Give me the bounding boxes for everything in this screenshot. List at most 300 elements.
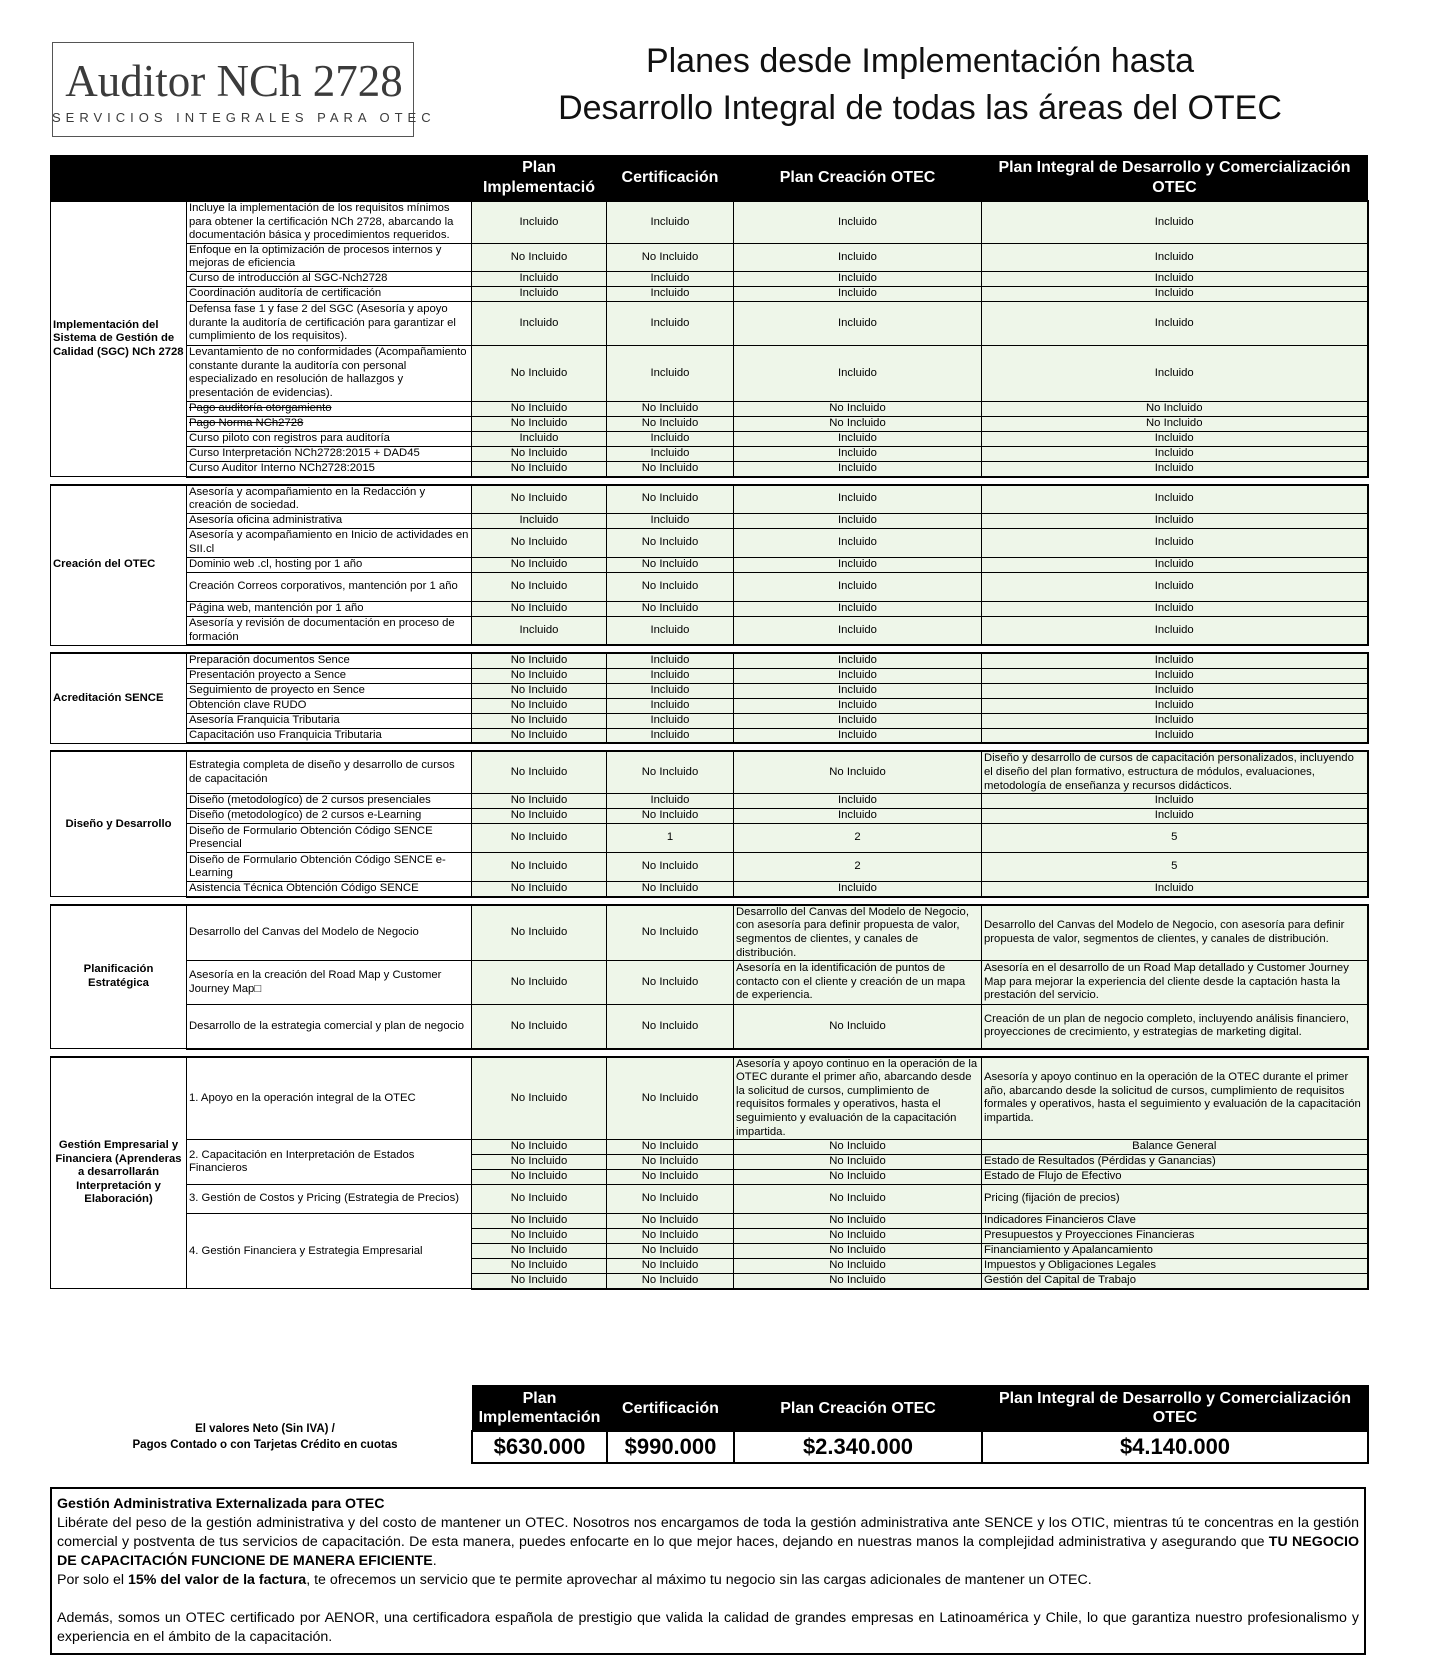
cell-plan-1: No Incluido <box>472 461 607 476</box>
cell-plan-4: Presupuestos y Proyecciones Financieras <box>982 1229 1368 1244</box>
cell-plan-3: Incluido <box>734 286 982 301</box>
cell-plan-4: Pricing (fijación de precios) <box>982 1185 1368 1214</box>
cell-plan-4: Gestión del Capital de Trabajo <box>982 1274 1368 1289</box>
cell-plan-4: Incluido <box>982 653 1368 668</box>
table-row <box>51 601 1368 616</box>
cell-plan-3: Incluido <box>734 601 982 616</box>
cell-plan-2: Incluido <box>607 653 734 668</box>
cell-plan-3: Incluido <box>734 572 982 601</box>
cell-plan-2: Incluido <box>607 683 734 698</box>
cell-plan-2: No Incluido <box>607 853 734 882</box>
cell-plan-2: No Incluido <box>607 461 734 476</box>
cell-plan-4: Incluido <box>982 698 1368 713</box>
price-creacion: $2.340.000 <box>734 1431 982 1463</box>
cell-plan-3: Incluido <box>734 513 982 528</box>
cell-plan-3: Incluido <box>734 301 982 345</box>
cell-plan-4: Incluido <box>982 794 1368 809</box>
cell-plan-1: No Incluido <box>472 1214 607 1229</box>
cell-plan-3: 2 <box>734 824 982 853</box>
table-row <box>51 1057 1368 1140</box>
cell-plan-1: No Incluido <box>472 1155 607 1170</box>
cell-plan-3: No Incluido <box>734 751 982 793</box>
table-row <box>51 201 1368 243</box>
cell-plan-2: Incluido <box>607 794 734 809</box>
cell-plan-3: No Incluido <box>734 1185 982 1214</box>
table-row <box>51 513 1368 528</box>
price-note-line-2: Pagos Contado o con Tarjetas Crédito en cuotas <box>132 1439 398 1451</box>
table-row <box>51 728 1368 743</box>
table-row <box>51 557 1368 572</box>
cell-plan-4: Incluido <box>982 882 1368 897</box>
cell-plan-3: Incluido <box>734 345 982 401</box>
note-p1-end: . <box>432 1553 437 1569</box>
cell-plan-2: No Incluido <box>607 1057 734 1140</box>
feature-cell: Pago Norma NCh2728 <box>187 416 472 431</box>
pricing-header-integral: Plan Integral de Desarrollo y Comercialización OTEC <box>982 1386 1368 1432</box>
cell-plan-4: Incluido <box>982 485 1368 514</box>
table-row <box>51 698 1368 713</box>
cell-plan-1: No Incluido <box>472 401 607 416</box>
cell-plan-1: No Incluido <box>472 683 607 698</box>
cell-plan-2: No Incluido <box>607 528 734 557</box>
table-row <box>51 683 1368 698</box>
cell-plan-1: No Incluido <box>472 416 607 431</box>
feature-cell: Asistencia Técnica Obtención Código SENCE <box>187 882 472 897</box>
cell-plan-4: Indicadores Financieros Clave <box>982 1214 1368 1229</box>
table-row <box>51 572 1368 601</box>
cell-plan-3: No Incluido <box>734 1155 982 1170</box>
cell-plan-3: Incluido <box>734 713 982 728</box>
feature-cell: Desarrollo del Canvas del Modelo de Negocio <box>187 905 472 961</box>
cell-plan-4: Incluido <box>982 528 1368 557</box>
price-note-line-1: El valores Neto (Sin IVA) / <box>195 1423 335 1435</box>
cell-plan-2: No Incluido <box>607 485 734 514</box>
header-plan-creacion: Plan Creación OTEC <box>734 156 982 202</box>
cell-plan-1: No Incluido <box>472 1229 607 1244</box>
header-plan-implementacion: Plan Implementació <box>472 156 607 202</box>
feature-cell: Levantamiento de no conformidades (Acompañamiento constante durante la auditoría con personal especializado en resolución de hallazgos y presentación de evidencias). <box>187 345 472 401</box>
cell-plan-2: No Incluido <box>607 882 734 897</box>
cell-plan-1: No Incluido <box>472 1244 607 1259</box>
header-blank-2 <box>187 156 472 202</box>
table-row <box>51 446 1368 461</box>
cell-plan-4: Incluido <box>982 201 1368 243</box>
feature-cell: Preparación documentos Sence <box>187 653 472 668</box>
logo-frame-top <box>52 42 414 43</box>
cell-plan-1: Incluido <box>472 616 607 645</box>
cell-plan-2: Incluido <box>607 513 734 528</box>
cell-plan-3: Incluido <box>734 201 982 243</box>
group-gap <box>51 1049 1368 1057</box>
cell-plan-1: No Incluido <box>472 1259 607 1274</box>
cell-plan-2: No Incluido <box>607 1274 734 1289</box>
cell-plan-3: Incluido <box>734 653 982 668</box>
cell-plan-3: 2 <box>734 853 982 882</box>
cell-plan-4: Estado de Flujo de Efectivo <box>982 1170 1368 1185</box>
cell-plan-4: Incluido <box>982 461 1368 476</box>
header-blank-1 <box>51 156 187 202</box>
cell-plan-2: No Incluido <box>607 557 734 572</box>
feature-cell: Estrategia completa de diseño y desarrollo de cursos de capacitación <box>187 751 472 793</box>
group-gap-cell <box>51 1049 1368 1057</box>
price-implementacion: $630.000 <box>472 1431 607 1463</box>
cell-plan-3: No Incluido <box>734 1005 982 1049</box>
cell-plan-3: Incluido <box>734 528 982 557</box>
cell-plan-4: Asesoría y apoyo continuo en la operación de la OTEC durante el primer año, abarcando desde la solicitud de cursos, cumplimiento de requisitos formales y operativos, hasta el seguimiento y evaluación de la capacitación impartida. <box>982 1057 1368 1140</box>
note-heading: Gestión Administrativa Externalizada para OTEC <box>57 1496 385 1512</box>
feature-cell: Diseño de Formulario Obtención Código SENCE e-Learning <box>187 853 472 882</box>
feature-cell: Asesoría Franquicia Tributaria <box>187 713 472 728</box>
pricing-header-row <box>472 1386 1368 1432</box>
cell-plan-2: No Incluido <box>607 961 734 1005</box>
cell-plan-4: Estado de Resultados (Pérdidas y Ganancias) <box>982 1155 1368 1170</box>
feature-cell: Asesoría y acompañamiento en la Redacción y creación de sociedad. <box>187 485 472 514</box>
group-gap <box>51 743 1368 751</box>
note-p2-end: , te ofrecemos un servicio que te permite aprovechar al máximo tu negocio sin las cargas adicionales de mantener un OTEC. <box>306 1572 1092 1588</box>
cell-plan-3: Incluido <box>734 668 982 683</box>
cell-plan-1: No Incluido <box>472 345 607 401</box>
table-row <box>51 713 1368 728</box>
cell-plan-1: No Incluido <box>472 1057 607 1140</box>
cell-plan-2: Incluido <box>607 668 734 683</box>
header-plan-integral: Plan Integral de Desarrollo y Comercialización OTEC <box>982 156 1368 202</box>
table-row <box>51 301 1368 345</box>
feature-cell: Presentación proyecto a Sence <box>187 668 472 683</box>
cell-plan-1: No Incluido <box>472 961 607 1005</box>
cell-plan-3: Incluido <box>734 698 982 713</box>
cell-plan-4: Incluido <box>982 572 1368 601</box>
cell-plan-3: Asesoría en la identificación de puntos de contacto con el cliente y creación de un mapa de experiencia. <box>734 961 982 1005</box>
feature-cell: Obtención clave RUDO <box>187 698 472 713</box>
table-row <box>51 401 1368 416</box>
cell-plan-3: No Incluido <box>734 1170 982 1185</box>
note-spacer <box>57 1590 1359 1609</box>
cell-plan-1: No Incluido <box>472 528 607 557</box>
cell-plan-1: Incluido <box>472 201 607 243</box>
feature-cell: Curso de introducción al SGC-Nch2728 <box>187 271 472 286</box>
cell-plan-1: No Incluido <box>472 713 607 728</box>
cell-plan-3: Asesoría y apoyo continuo en la operación de la OTEC durante el primer año, abarcando desde la solicitud de cursos, cumplimiento de requisitos formales y operativos, hasta el seguimiento y evaluación de la capacitación impartida. <box>734 1057 982 1140</box>
cell-plan-4: Asesoría en el desarrollo de un Road Map detallado y Customer Journey Map para mejorar la experiencia del cliente desde la captación hasta la prestación del servicio. <box>982 961 1368 1005</box>
cell-plan-3: No Incluido <box>734 1229 982 1244</box>
cell-plan-1: No Incluido <box>472 1170 607 1185</box>
cell-plan-1: No Incluido <box>472 794 607 809</box>
cell-plan-4: Incluido <box>982 713 1368 728</box>
cell-plan-2: Incluido <box>607 728 734 743</box>
table-header-row <box>51 156 1368 202</box>
note-paragraph-3: Además, somos un OTEC certificado por AENOR, una certificadora española de prestigio que valida la calidad de grandes empresas en Latinoamérica y Chile, lo que garantiza nuestro profesionalismo y experiencia en el ámbito de la capacitación. <box>57 1610 1359 1645</box>
pricing-values-row <box>472 1431 1368 1463</box>
cell-plan-4: Creación de un plan de negocio completo, incluyendo análisis financiero, proyecciones de crecimiento, y estrategias de marketing digital. <box>982 1005 1368 1049</box>
table-row <box>51 416 1368 431</box>
cell-plan-3: Incluido <box>734 243 982 271</box>
cell-plan-3: No Incluido <box>734 1259 982 1274</box>
note-p1-bold: TU NEGOCIO DE CAPACITACIÓN FUNCIONE DE MANERA EFICIENTE <box>57 1534 1359 1569</box>
cell-plan-2: No Incluido <box>607 905 734 961</box>
feature-cell: Página web, mantención por 1 año <box>187 601 472 616</box>
cell-plan-4: Incluido <box>982 286 1368 301</box>
feature-cell: Asesoría oficina administrativa <box>187 513 472 528</box>
cell-plan-3: Incluido <box>734 794 982 809</box>
cell-plan-2: Incluido <box>607 345 734 401</box>
group-gap-cell <box>51 645 1368 653</box>
cell-plan-2: No Incluido <box>607 1214 734 1229</box>
cell-plan-1: No Incluido <box>472 882 607 897</box>
cell-plan-1: No Incluido <box>472 1185 607 1214</box>
table-row <box>51 1005 1368 1049</box>
group-gap-cell <box>51 477 1368 485</box>
cell-plan-2: Incluido <box>607 286 734 301</box>
table-row <box>51 345 1368 401</box>
cell-plan-4: Incluido <box>982 446 1368 461</box>
feature-cell: 4. Gestión Financiera y Estrategia Empresarial <box>187 1214 472 1289</box>
cell-plan-2: No Incluido <box>607 243 734 271</box>
group-gap-cell <box>51 743 1368 751</box>
feature-cell: 3. Gestión de Costos y Pricing (Estrategia de Precios) <box>187 1185 472 1214</box>
cell-plan-1: No Incluido <box>472 601 607 616</box>
cell-plan-1: No Incluido <box>472 653 607 668</box>
cell-plan-1: No Incluido <box>472 1140 607 1155</box>
cell-plan-3: Incluido <box>734 616 982 645</box>
table-row <box>51 461 1368 476</box>
note-paragraph-1 <box>57 1514 1359 1571</box>
cell-plan-1: No Incluido <box>472 728 607 743</box>
cell-plan-3: Incluido <box>734 431 982 446</box>
cell-plan-2: No Incluido <box>607 1229 734 1244</box>
table-row <box>51 431 1368 446</box>
category-cell: Gestión Empresarial y Financiera (Aprenderas a desarrollarán Interpretación y Elaboración) <box>51 1057 187 1289</box>
cell-plan-1: No Incluido <box>472 668 607 683</box>
table-row <box>51 809 1368 824</box>
cell-plan-1: No Incluido <box>472 853 607 882</box>
pricing-table <box>471 1385 1369 1464</box>
pricing-header-creacion: Plan Creación OTEC <box>734 1386 982 1432</box>
feature-cell: Defensa fase 1 y fase 2 del SGC (Asesoría y apoyo durante la auditoría de certificación para garantizar el cumplimiento de los requisitos). <box>187 301 472 345</box>
cell-plan-2: Incluido <box>607 616 734 645</box>
cell-plan-4: Diseño y desarrollo de cursos de capacitación personalizados, incluyendo el diseño del plan formativo, estructura de módulos, evaluaciones, metodología de enseñanza y recursos didácticos. <box>982 751 1368 793</box>
cell-plan-4: 5 <box>982 824 1368 853</box>
table-row <box>51 853 1368 882</box>
table-row <box>51 616 1368 645</box>
feature-cell: Pago auditoría otorgamiento <box>187 401 472 416</box>
cell-plan-3: Incluido <box>734 271 982 286</box>
cell-plan-3: No Incluido <box>734 1244 982 1259</box>
note-p2-bold: 15% del valor de la factura <box>127 1572 307 1588</box>
group-gap <box>51 897 1368 905</box>
feature-cell: Capacitación uso Franquicia Tributaria <box>187 728 472 743</box>
cell-plan-3: Incluido <box>734 728 982 743</box>
table-row <box>51 271 1368 286</box>
cell-plan-2: Incluido <box>607 301 734 345</box>
price-certificacion: $990.000 <box>607 1431 734 1463</box>
table-row <box>51 751 1368 793</box>
cell-plan-3: Incluido <box>734 683 982 698</box>
cell-plan-2: No Incluido <box>607 1005 734 1049</box>
cell-plan-1: No Incluido <box>472 751 607 793</box>
feature-cell: 2. Capacitación en Interpretación de Estados Financieros <box>187 1140 472 1185</box>
feature-cell: Diseño (metodologíco) de 2 cursos e-Learning <box>187 809 472 824</box>
price-note <box>55 1421 475 1453</box>
feature-cell: Curso Auditor Interno NCh2728:2015 <box>187 461 472 476</box>
feature-cell: 1. Apoyo en la operación integral de la OTEC <box>187 1057 472 1140</box>
note-paragraph-2 <box>57 1571 1359 1590</box>
cell-plan-3: Incluido <box>734 557 982 572</box>
cell-plan-4: 5 <box>982 853 1368 882</box>
price-integral: $4.140.000 <box>982 1431 1368 1463</box>
cell-plan-1: No Incluido <box>472 446 607 461</box>
table-row <box>51 824 1368 853</box>
table-row <box>51 653 1368 668</box>
cell-plan-2: No Incluido <box>607 572 734 601</box>
cell-plan-2: Incluido <box>607 698 734 713</box>
note-p1-text: Libérate del peso de la gestión administrativa y del costo de mantener un OTEC. Nosotros nos encargamos de toda la gestión administrativa ante SENCE y los OTIC, mientras tú te concentras en la gestión comercial y postventa de tus servicios de capacitación. De esta manera, puedes enfocarte en lo que mejor haces, dejando en nuestras manos la complejidad administrativa y asegurando que <box>57 1515 1359 1550</box>
cell-plan-4: Incluido <box>982 728 1368 743</box>
table-row <box>51 1185 1368 1214</box>
logo-main-text: Auditor NCh 2728 <box>65 56 403 106</box>
feature-cell: Dominio web .cl, hosting por 1 año <box>187 557 472 572</box>
cell-plan-2: No Incluido <box>607 1155 734 1170</box>
cell-plan-1: Incluido <box>472 271 607 286</box>
cell-plan-3: No Incluido <box>734 416 982 431</box>
cell-plan-4: Incluido <box>982 301 1368 345</box>
table-row <box>51 485 1368 514</box>
feature-cell: Asesoría y revisión de documentación en proceso de formación <box>187 616 472 645</box>
cell-plan-1: Incluido <box>472 431 607 446</box>
cell-plan-4: Desarrollo del Canvas del Modelo de Negocio, con asesoría para definir propuesta de valor, segmentos de clientes, y canales de distribución. <box>982 905 1368 961</box>
table-row <box>51 286 1368 301</box>
cell-plan-2: No Incluido <box>607 1259 734 1274</box>
group-gap <box>51 645 1368 653</box>
cell-plan-4: Incluido <box>982 601 1368 616</box>
cell-plan-3: Desarrollo del Canvas del Modelo de Negocio, con asesoría para definir propuesta de valor, segmentos de clientes, y canales de distribución. <box>734 905 982 961</box>
pricing-header-certificacion: Certificación <box>607 1386 734 1432</box>
cell-plan-1: No Incluido <box>472 572 607 601</box>
category-cell: Implementación del Sistema de Gestión de Calidad (SGC) NCh 2728 <box>51 201 187 477</box>
cell-plan-1: No Incluido <box>472 557 607 572</box>
cell-plan-2: No Incluido <box>607 809 734 824</box>
table-row <box>51 668 1368 683</box>
feature-cell: Asesoría y acompañamiento en Inicio de actividades en SII.cl <box>187 528 472 557</box>
cell-plan-3: No Incluido <box>734 1274 982 1289</box>
feature-cell: Incluye la implementación de los requisitos mínimos para obtener la certificación NCh 2728, abarcando la documentación básica y procedimientos requeridos. <box>187 201 472 243</box>
cell-plan-4: Balance General <box>982 1140 1368 1155</box>
cell-plan-1: No Incluido <box>472 824 607 853</box>
plans-comparison-table <box>50 155 1369 1290</box>
feature-cell: Asesoría en la creación del Road Map y Customer Journey Map□ <box>187 961 472 1005</box>
group-gap <box>51 477 1368 485</box>
cell-plan-3: Incluido <box>734 882 982 897</box>
feature-cell: Desarrollo de la estrategia comercial y plan de negocio <box>187 1005 472 1049</box>
category-cell: Planificación Estratégica <box>51 905 187 1049</box>
cell-plan-4: No Incluido <box>982 416 1368 431</box>
cell-plan-4: Incluido <box>982 616 1368 645</box>
cell-plan-1: No Incluido <box>472 485 607 514</box>
cell-plan-4: Incluido <box>982 431 1368 446</box>
table-row <box>51 1214 1368 1229</box>
table-row <box>51 794 1368 809</box>
cell-plan-1: No Incluido <box>472 1005 607 1049</box>
cell-plan-1: No Incluido <box>472 905 607 961</box>
title-line-2: Desarrollo Integral de todas las áreas del OTEC <box>558 89 1282 127</box>
cell-plan-2: No Incluido <box>607 1244 734 1259</box>
cell-plan-4: Incluido <box>982 513 1368 528</box>
category-cell: Creación del OTEC <box>51 485 187 646</box>
cell-plan-1: Incluido <box>472 301 607 345</box>
cell-plan-3: Incluido <box>734 809 982 824</box>
cell-plan-2: No Incluido <box>607 1170 734 1185</box>
cell-plan-1: Incluido <box>472 286 607 301</box>
title-line-1: Planes desde Implementación hasta <box>645 42 1195 80</box>
logo-sub-text: SERVICIOS INTEGRALES PARA OTEC <box>52 110 436 125</box>
cell-plan-4: Financiamiento y Apalancamiento <box>982 1244 1368 1259</box>
cell-plan-2: No Incluido <box>607 751 734 793</box>
pricing-header-implementacion: Plan Implementación <box>472 1386 607 1432</box>
cell-plan-3: No Incluido <box>734 1140 982 1155</box>
feature-cell: Creación Correos corporativos, mantención por 1 año <box>187 572 472 601</box>
cell-plan-2: Incluido <box>607 713 734 728</box>
cell-plan-4: No Incluido <box>982 401 1368 416</box>
table-row <box>51 1140 1368 1155</box>
table-row <box>51 961 1368 1005</box>
cell-plan-3: No Incluido <box>734 401 982 416</box>
cell-plan-4: Incluido <box>982 557 1368 572</box>
table-row <box>51 905 1368 961</box>
feature-cell: Coordinación auditoría de certificación <box>187 286 472 301</box>
logo <box>52 42 436 138</box>
cell-plan-2: Incluido <box>607 446 734 461</box>
cell-plan-4: Incluido <box>982 243 1368 271</box>
cell-plan-1: No Incluido <box>472 698 607 713</box>
cell-plan-2: No Incluido <box>607 601 734 616</box>
cell-plan-2: Incluido <box>607 431 734 446</box>
table-row <box>51 243 1368 271</box>
cell-plan-4: Impuestos y Obligaciones Legales <box>982 1259 1368 1274</box>
cell-plan-1: No Incluido <box>472 809 607 824</box>
cell-plan-2: Incluido <box>607 271 734 286</box>
feature-cell: Curso piloto con registros para auditoría <box>187 431 472 446</box>
cell-plan-4: Incluido <box>982 271 1368 286</box>
feature-cell: Curso Interpretación NCh2728:2015 + DAD45 <box>187 446 472 461</box>
table-row <box>51 882 1368 897</box>
cell-plan-4: Incluido <box>982 345 1368 401</box>
cell-plan-4: Incluido <box>982 683 1368 698</box>
feature-cell: Diseño de Formulario Obtención Código SENCE Presencial <box>187 824 472 853</box>
feature-cell: Enfoque en la optimización de procesos internos y mejoras de eficiencia <box>187 243 472 271</box>
logo-frame-bottom <box>52 136 414 137</box>
group-gap-cell <box>51 897 1368 905</box>
cell-plan-3: Incluido <box>734 446 982 461</box>
cell-plan-2: 1 <box>607 824 734 853</box>
cell-plan-3: Incluido <box>734 485 982 514</box>
header-certificacion: Certificación <box>607 156 734 202</box>
category-cell: Diseño y Desarrollo <box>51 751 187 896</box>
cell-plan-2: No Incluido <box>607 416 734 431</box>
cell-plan-3: Incluido <box>734 461 982 476</box>
feature-cell: Seguimiento de proyecto en Sence <box>187 683 472 698</box>
cell-plan-1: No Incluido <box>472 1274 607 1289</box>
cell-plan-4: Incluido <box>982 809 1368 824</box>
cell-plan-2: No Incluido <box>607 1185 734 1214</box>
feature-cell: Diseño (metodologíco) de 2 cursos presenciales <box>187 794 472 809</box>
cell-plan-2: Incluido <box>607 201 734 243</box>
page-title <box>460 38 1380 132</box>
table-row <box>51 528 1368 557</box>
cell-plan-2: No Incluido <box>607 401 734 416</box>
cell-plan-2: No Incluido <box>607 1140 734 1155</box>
cell-plan-3: No Incluido <box>734 1214 982 1229</box>
note-p2-text: Por solo el <box>57 1572 128 1588</box>
cell-plan-1: No Incluido <box>472 243 607 271</box>
